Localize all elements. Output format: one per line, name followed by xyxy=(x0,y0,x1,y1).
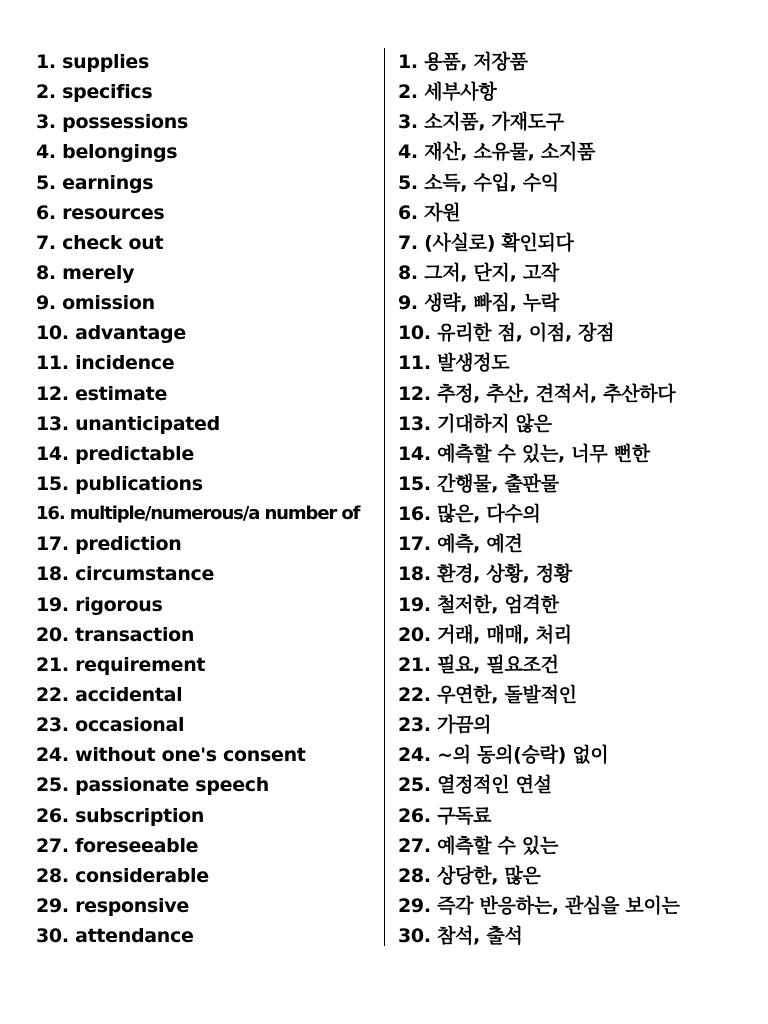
korean-meaning-25: 25. 열정적인 연설 xyxy=(398,774,552,797)
korean-meaning-23: 23. 가끔의 xyxy=(398,714,492,737)
english-word-8: 8. merely xyxy=(36,261,135,284)
korean-meaning-28: 28. 상당한, 많은 xyxy=(398,864,541,887)
korean-meaning-22: 22. 우연한, 돌발적인 xyxy=(398,683,577,706)
english-word-13: 13. unanticipated xyxy=(36,412,220,435)
english-word-16: 16. multiple/numerous/a number of xyxy=(36,503,360,525)
korean-meaning-6: 6. 자원 xyxy=(398,201,461,224)
english-word-25: 25. passionate speech xyxy=(36,774,269,797)
english-word-29: 29. responsive xyxy=(36,894,189,917)
english-word-1: 1. supplies xyxy=(36,51,150,73)
english-word-17: 17. prediction xyxy=(36,533,182,556)
english-word-26: 26. subscription xyxy=(36,804,205,827)
korean-meaning-4: 4. 재산, 소유물, 소지품 xyxy=(398,141,596,164)
english-word-21: 21. requirement xyxy=(36,653,206,676)
korean-meaning-11: 11. 발생정도 xyxy=(398,352,510,375)
english-word-18: 18. circumstance xyxy=(36,563,215,586)
english-word-19: 19. rigorous xyxy=(36,593,163,616)
english-word-22: 22. accidental xyxy=(36,683,183,706)
korean-meaning-26: 26. 구독료 xyxy=(398,804,492,827)
korean-meaning-14: 14. 예측할 수 있는, 너무 뻔한 xyxy=(398,442,650,465)
english-word-23: 23. occasional xyxy=(36,714,185,737)
korean-meaning-13: 13. 기대하지 않은 xyxy=(398,412,552,435)
korean-meaning-20: 20. 거래, 매매, 처리 xyxy=(398,623,572,646)
korean-meaning-12: 12. 추정, 추산, 견적서, 추산하다 xyxy=(398,382,676,405)
korean-meaning-9: 9. 생략, 빠짐, 누락 xyxy=(398,292,559,315)
english-word-7: 7. check out xyxy=(36,231,164,254)
korean-meaning-3: 3. 소지품, 가재도구 xyxy=(398,111,564,134)
korean-meaning-18: 18. 환경, 상황, 정황 xyxy=(398,563,572,586)
korean-meaning-5: 5. 소득, 수입, 수익 xyxy=(398,171,559,194)
english-word-list xyxy=(36,47,381,951)
korean-meaning-1: 1. 용품, 저장품 xyxy=(398,51,528,73)
english-word-24: 24. without one's consent xyxy=(36,744,306,767)
korean-meaning-10: 10. 유리한 점, 이점, 장점 xyxy=(398,322,615,345)
korean-meaning-7: 7. (사실로) 확인되다 xyxy=(398,231,574,254)
english-word-11: 11. incidence xyxy=(36,352,175,375)
english-word-15: 15. publications xyxy=(36,472,203,495)
korean-meaning-30: 30. 참석, 출석 xyxy=(398,925,523,948)
korean-meaning-27: 27. 예측할 수 있는 xyxy=(398,834,559,857)
korean-meaning-19: 19. 철저한, 엄격한 xyxy=(398,593,559,616)
english-word-14: 14. predictable xyxy=(36,442,194,465)
english-word-27: 27. foreseeable xyxy=(36,834,199,857)
korean-meaning-17: 17. 예측, 예견 xyxy=(398,533,523,556)
english-word-9: 9. omission xyxy=(36,292,155,315)
korean-meaning-8: 8. 그저, 단지, 고작 xyxy=(398,261,559,284)
english-word-20: 20. transaction xyxy=(36,623,195,646)
english-word-3: 3. possessions xyxy=(36,111,189,134)
english-word-6: 6. resources xyxy=(36,201,165,224)
english-word-12: 12. estimate xyxy=(36,382,168,405)
english-word-2: 2. specifics xyxy=(36,81,153,104)
english-word-10: 10. advantage xyxy=(36,322,186,345)
column-divider xyxy=(384,48,385,946)
korean-meaning-29: 29. 즉각 반응하는, 관심을 보이는 xyxy=(398,894,680,917)
korean-meaning-24: 24. ~의 동의(승락) 없이 xyxy=(398,744,609,767)
korean-meaning-15: 15. 간행물, 출판물 xyxy=(398,472,559,495)
korean-meaning-2: 2. 세부사항 xyxy=(398,81,497,104)
korean-meaning-21: 21. 필요, 필요조건 xyxy=(398,653,559,676)
korean-meaning-list xyxy=(398,47,738,951)
english-word-4: 4. belongings xyxy=(36,141,178,164)
english-word-28: 28. considerable xyxy=(36,864,209,887)
english-word-30: 30. attendance xyxy=(36,925,194,948)
english-word-5: 5. earnings xyxy=(36,171,154,194)
korean-meaning-16: 16. 많은, 다수의 xyxy=(398,503,541,526)
